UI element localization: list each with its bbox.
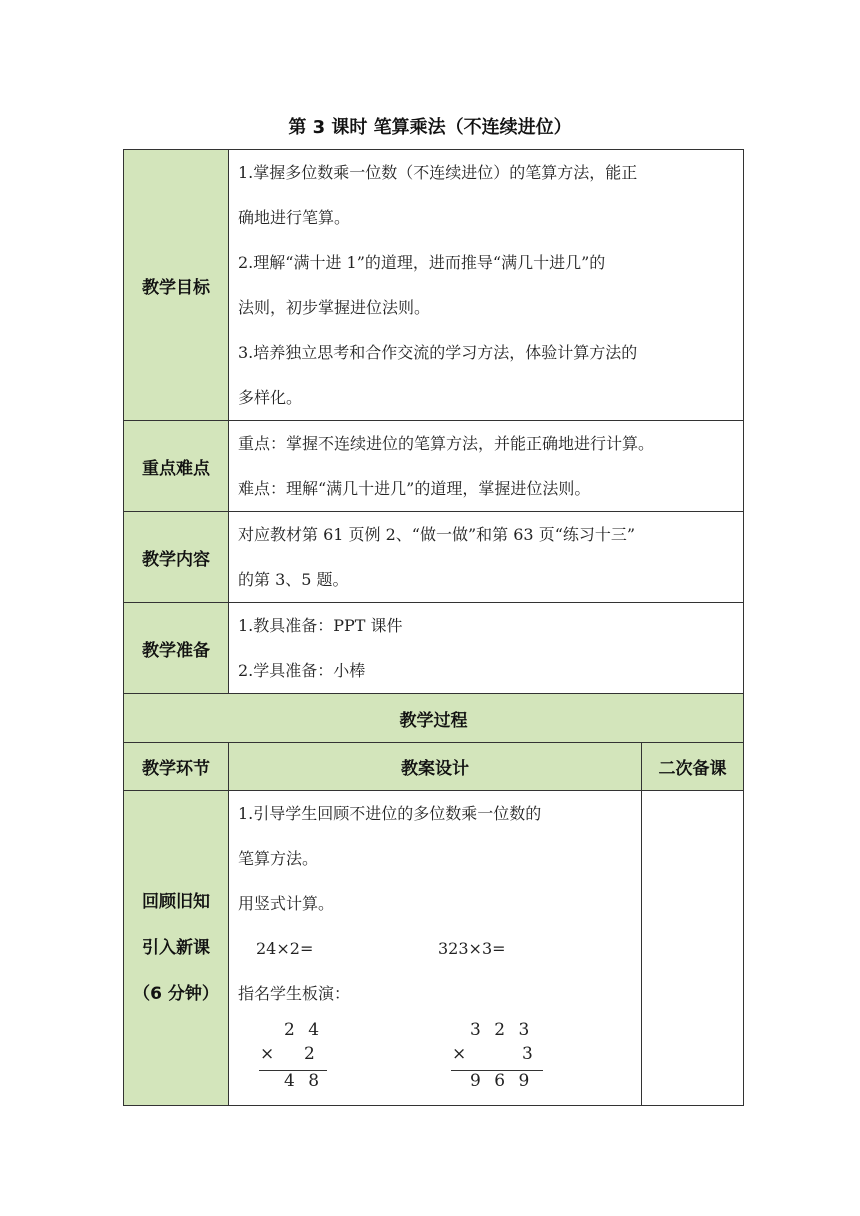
- vertical2-top: 3 2 3: [470, 1020, 534, 1040]
- objectives-line: 确地进行笔算。: [238, 208, 351, 227]
- expression-1: 24×2=: [256, 939, 314, 958]
- content-row: [124, 512, 744, 603]
- difficulty-line: 难点：理解“满几十进几”的道理，掌握进位法则。: [238, 479, 591, 498]
- vertical1-top: 2 4: [284, 1020, 324, 1040]
- stage1-label-line: 回顾旧知: [142, 892, 210, 912]
- stage1-design: [229, 791, 642, 1106]
- stage1-row: [124, 791, 744, 1106]
- process-header: 教学过程: [124, 694, 744, 743]
- objectives-line: 3.培养独立思考和合作交流的学习方法，体验计算方法的: [238, 343, 638, 362]
- content-label: 教学内容: [124, 512, 229, 603]
- column-header-design: 教案设计: [229, 743, 642, 791]
- vertical2-result: 9 6 9: [470, 1071, 534, 1091]
- vertical1-multiplier: 2: [304, 1044, 319, 1064]
- stage1-line: 1.引导学生回顾不进位的多位数乘一位数的: [238, 804, 542, 823]
- key-points-label: 重点难点: [124, 421, 229, 512]
- key-points-content: [229, 421, 744, 512]
- content-line: 的第 3、5 题。: [238, 570, 349, 589]
- column-header-row: [124, 743, 744, 791]
- stage1-label-line: 引入新课: [142, 938, 210, 958]
- vertical2-times-sign: ×: [452, 1044, 471, 1064]
- expression-row: [238, 926, 641, 971]
- expression-2: 323×3=: [438, 939, 506, 958]
- lesson-plan-table: [123, 149, 744, 1106]
- preparation-row: [124, 603, 744, 694]
- objectives-line: 1.掌握多位数乘一位数（不连续进位）的笔算方法，能正: [238, 163, 638, 182]
- preparation-line: 2.学具准备：小棒: [238, 661, 366, 680]
- stage1-duration: （6 分钟）: [133, 984, 219, 1004]
- stage1-line: 用竖式计算。: [238, 894, 335, 913]
- column-header-stage: 教学环节: [124, 743, 229, 791]
- objectives-line: 多样化。: [238, 388, 303, 407]
- preparation-line: 1.教具准备：PPT 课件: [238, 616, 403, 635]
- vertical1-result: 4 8: [284, 1071, 324, 1091]
- column-header-revision: 二次备课: [642, 743, 744, 791]
- content-text: [229, 512, 744, 603]
- objectives-row: [124, 150, 744, 421]
- vertical-calc-area: [238, 1016, 641, 1094]
- vertical2-multiplier: 3: [522, 1044, 537, 1064]
- stage1-revision: [642, 791, 744, 1106]
- stage1-label: [124, 791, 229, 1106]
- objectives-line: 2.理解“满十进 1”的道理，进而推导“满几十进几”的: [238, 253, 606, 272]
- objectives-line: 法则，初步掌握进位法则。: [238, 298, 431, 317]
- preparation-label: 教学准备: [124, 603, 229, 694]
- objectives-content: [229, 150, 744, 421]
- key-point-line: 重点：掌握不连续进位的笔算方法，并能正确地进行计算。: [238, 434, 655, 453]
- content-line: 对应教材第 61 页例 2、“做一做”和第 63 页“练习十三”: [238, 525, 636, 544]
- objectives-label: 教学目标: [124, 150, 229, 421]
- vertical1-times-sign: ×: [260, 1044, 279, 1064]
- stage1-line: 笔算方法。: [238, 849, 319, 868]
- process-header-row: [124, 694, 744, 743]
- board-instruction: 指名学生板演：: [238, 984, 351, 1003]
- preparation-content: [229, 603, 744, 694]
- key-points-row: [124, 421, 744, 512]
- page-title: 第 3 课时 笔算乘法（不连续进位）: [288, 117, 572, 138]
